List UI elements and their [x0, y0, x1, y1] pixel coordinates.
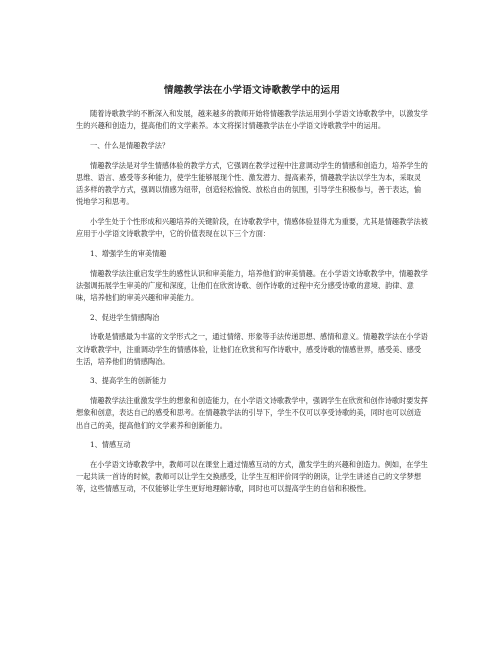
subsection-heading: 1、情感互动 [90, 440, 131, 450]
body-paragraph: 情趣教学法注重激发学生的想象和创造能力，在小学语文诗歌教学中，强调学生在欣赏和创作诗歌时要发挥想象和创意，表达自己的感受和思考。在情趣教学法的引导下，学生不仅可以享受诗歌的美，同时也可以创造出自己的美，提高他们的文学素养和创新能力。 [76, 396, 428, 430]
intro-paragraph: 随着诗歌教学的不断深入和发展，越来越多的教师开始将情趣教学法运用到小学语文诗歌教学中，以激发学生的兴趣和创造力，提高他们的文学素养。本文将探讨情趣教学法在小学语文诗歌教学中的运用。 [76, 109, 428, 131]
body-paragraph: 情趣教学法是对学生情感体验的教学方式，它强调在教学过程中注意调动学生的情感和创造力，培养学生的思维、语言、感受等多种能力，使学生能够展现个性、激发潜力、提高素养，情趣教学法以学生为本，采取灵活多样的教学方式，强调以情感为纽带，创造轻松愉悦、放松自由的氛围，引导学生积极参与，善于表达，愉悦地学习和思考。 [76, 160, 428, 207]
page-title: 情趣教学法在小学语文诗歌教学中的运用 [163, 85, 341, 96]
subsection-heading: 1、增强学生的审美情趣 [90, 248, 167, 258]
body-paragraph: 在小学语文诗歌教学中，教师可以在课堂上通过情感互动的方式，激发学生的兴趣和创造力。例如，在学生一起共读一首诗的时候，教师可以让学生交换感受，让学生互相评价同学的朗读，让学生讲述自己的文学梦想等，这些情感互动，不仅能够让学生更好地理解诗歌，同时也可以提高学生的自信和积极性。 [76, 459, 428, 494]
body-paragraph: 情趣教学法注重启发学生的感性认识和审美能力，培养他们的审美情趣。在小学语文诗歌教学中，情趣教学法强调拓展学生审美的广度和深度，让他们在欣赏诗歌、创作诗歌的过程中充分感受诗歌的意境、韵律、意味，培养他们的审美兴趣和审美能力。 [76, 268, 428, 302]
body-paragraph: 小学生处于个性形成和兴趣培养的关键阶段，在诗歌教学中，情感体验显得尤为重要，尤其是情趣教学法被应用于小学语文诗歌教学中，它的价值表现在以下三个方面： [76, 216, 428, 239]
subsection-heading: 2、促进学生情感陶冶 [90, 312, 160, 322]
subsection-heading: 3、提高学生的创新能力 [90, 376, 167, 386]
section-heading: 一、什么是情趣教学法？ [90, 140, 170, 150]
body-paragraph: 诗歌是情感最为丰富的文学形式之一，通过情绪、形象等手法传递思想、感情和意义。情趣教学法在小学语文诗歌教学中，注重调动学生的情感体验，让他们在欣赏和写作诗歌中，感受诗歌的情感世界，感受美、感受生活，培养他们的情感陶冶。 [76, 332, 428, 366]
